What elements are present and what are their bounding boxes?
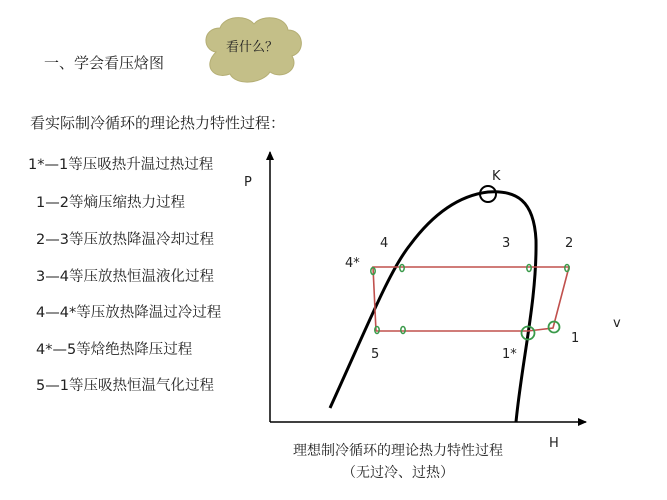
process-item: 3—4等压放热恒温液化过程 — [36, 269, 214, 285]
process-item: 1*—1等压吸热升温过热过程 — [28, 157, 214, 173]
x-axis-label: H — [549, 436, 559, 451]
point-label-1: 1 — [571, 331, 580, 346]
bubble-text: 看什么？ — [225, 40, 278, 55]
marker-point — [401, 327, 405, 334]
specific-volume-label: v — [613, 316, 621, 331]
marker-point — [565, 265, 569, 272]
intro-text: 看实际制冷循环的理论热力特性过程： — [30, 114, 286, 132]
critical-point-label: K — [492, 169, 501, 184]
point-label-3: 3 — [502, 236, 511, 251]
marker-point — [375, 327, 379, 334]
marker-point — [527, 265, 531, 272]
point-label-4: 4 — [380, 236, 389, 251]
process-item: 4—4*等压放热降温过冷过程 — [36, 305, 222, 321]
cycle-path — [373, 267, 569, 331]
point-label-2: 2 — [565, 236, 574, 251]
process-item: 2—3等压放热降温冷却过程 — [36, 232, 214, 248]
section-heading: 一、学会看压焓图 — [44, 54, 165, 72]
diagram-caption — [268, 440, 528, 484]
process-item: 1—2等熵压缩热力过程 — [36, 195, 185, 211]
caption-line-1: 理想制冷循环的理论热力特性过程 — [293, 443, 503, 459]
marker-point — [400, 265, 404, 272]
process-item: 4*—5等焓绝热降压过程 — [36, 342, 193, 358]
caption-line-2: （无过冷、过热） — [342, 465, 454, 481]
point-label-1-star: 1* — [502, 347, 517, 362]
point-label-5: 5 — [371, 347, 380, 362]
point-label-4-star: 4* — [345, 256, 360, 271]
process-item: 5—1等压吸热恒温气化过程 — [36, 378, 214, 394]
saturation-curve — [330, 192, 536, 422]
y-axis-label: P — [244, 175, 252, 190]
